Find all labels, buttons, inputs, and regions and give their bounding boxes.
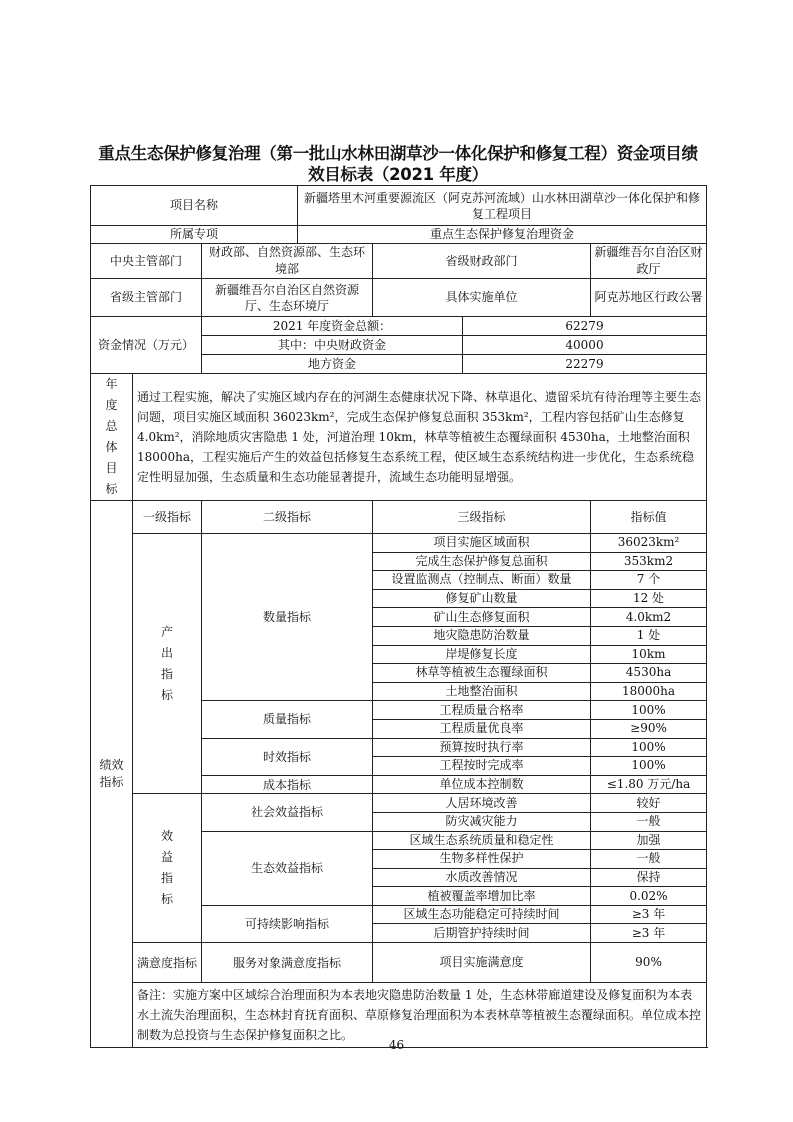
level3-value: ≤1.80 万元/ha <box>591 775 707 794</box>
funds-local-value: 22279 <box>463 355 707 374</box>
level3-name: 工程质量合格率 <box>373 701 591 720</box>
level3-value: 36023km² <box>591 534 707 553</box>
indicator-row <box>91 534 707 553</box>
indicator-row <box>91 794 707 813</box>
level3-value: 1 处 <box>591 626 707 645</box>
perf-label: 绩效 指标 <box>91 501 133 1048</box>
level3-name: 岸堤修复长度 <box>373 645 591 664</box>
level3-name: 林草等植被生态覆绿面积 <box>373 664 591 683</box>
level3-value: 100% <box>591 701 707 720</box>
level3-value: 100% <box>591 738 707 757</box>
central-dept-value: 财政部、自然资源部、生态环境部 <box>202 244 373 279</box>
level3-value: 100% <box>591 757 707 776</box>
level3-name: 项目实施满意度 <box>373 943 591 983</box>
level3-name: 设置监测点（控制点、断面）数量 <box>373 571 591 590</box>
level2-quantity: 数量指标 <box>202 534 373 701</box>
level3-name: 生物多样性保护 <box>373 850 591 869</box>
funds-central-label: 其中：中央财政资金 <box>202 336 463 355</box>
level2-cost: 成本指标 <box>202 775 373 794</box>
level3-value: 保持 <box>591 868 707 887</box>
level3-name: 水质改善情况 <box>373 868 591 887</box>
impl-unit-label: 具体实施单位 <box>373 279 591 317</box>
level3-value: ≥90% <box>591 719 707 738</box>
level3-name: 项目实施区域面积 <box>373 534 591 553</box>
level3-value: 90% <box>591 943 707 983</box>
level3-value: ≥3 年 <box>591 924 707 943</box>
level3-value: 7 个 <box>591 571 707 590</box>
central-dept-label: 中央主管部门 <box>91 244 202 279</box>
level3-name: 防灾减灾能力 <box>373 812 591 831</box>
level3-name: 矿山生态修复面积 <box>373 608 591 627</box>
funds-label: 资金情况（万元） <box>91 317 202 374</box>
level3-name: 土地整治面积 <box>373 682 591 701</box>
level2-service: 服务对象满意度指标 <box>202 943 373 983</box>
level1-satisfaction: 满意度指标 <box>133 943 202 983</box>
header-level2: 二级指标 <box>202 501 373 534</box>
level3-value: 4.0km2 <box>591 608 707 627</box>
annual-goal-label: 年 度 总 体 目 标 <box>91 374 133 501</box>
level2-quality: 质量指标 <box>202 701 373 738</box>
level3-value: 353km2 <box>591 552 707 571</box>
project-name-value: 新疆塔里木河重要源流区（阿克苏河流域）山水林田湖草沙一体化保护和修复工程项目 <box>298 186 707 226</box>
funds-total-label: 2021 年度资金总额： <box>202 317 463 336</box>
special-value: 重点生态保护修复治理资金 <box>298 226 707 244</box>
level3-name: 工程质量优良率 <box>373 719 591 738</box>
level2-timeliness: 时效指标 <box>202 738 373 775</box>
header-level1: 一级指标 <box>133 501 202 534</box>
level3-name: 工程按时完成率 <box>373 757 591 776</box>
prov-dept-label: 省级主管部门 <box>91 279 202 317</box>
prov-dept-value: 新疆维吾尔自治区自然资源厅、生态环境厅 <box>202 279 373 317</box>
level3-value: ≥3 年 <box>591 905 707 924</box>
level1-output: 产 出 指 标 <box>133 534 202 794</box>
level3-value: 一般 <box>591 850 707 869</box>
level3-name: 完成生态保护修复总面积 <box>373 552 591 571</box>
level3-name: 区域生态功能稳定可持续时间 <box>373 905 591 924</box>
level3-value: 10km <box>591 645 707 664</box>
level3-name: 单位成本控制数 <box>373 775 591 794</box>
annual-goal-text: 通过工程实施，解决了实施区域内存在的河湖生态健康状况下降、林草退化、遗留采坑有待治理等主要生态问题，项目实施区域面积 36023km²，完成生态保护修复总面积 353km²，工程内容包括矿山生态修复 4.0km²，消除地质灾害隐患 1 处，河道治理 10km，林草等植被生态覆绿面积 4530ha，土地整治面积 18000ha，工程实施后产生的效益包括修复生态系统工程，使区域生态系统结构进一步优化，生态系统稳定性明显加强，生态质量和生态功能显著提升，流域生态功能明显增强。 <box>133 374 707 501</box>
level2-ecological: 生态效益指标 <box>202 831 373 905</box>
level3-value: 一般 <box>591 812 707 831</box>
level2-sustainable: 可持续影响指标 <box>202 905 373 942</box>
level3-name: 后期管护持续时间 <box>373 924 591 943</box>
level3-value: 较好 <box>591 794 707 813</box>
level3-name: 修复矿山数量 <box>373 589 591 608</box>
funds-local-label: 地方资金 <box>202 355 463 374</box>
prov-fin-label: 省级财政部门 <box>373 244 591 279</box>
level3-value: 0.02% <box>591 887 707 906</box>
page-number: 46 <box>388 1038 405 1052</box>
funds-total-value: 62279 <box>463 317 707 336</box>
special-label: 所属专项 <box>91 226 298 244</box>
level3-value: 12 处 <box>591 589 707 608</box>
level3-value: 18000ha <box>591 682 707 701</box>
level3-name: 区域生态系统质量和稳定性 <box>373 831 591 850</box>
header-level3: 三级指标 <box>373 501 591 534</box>
footnote: 备注：实施方案中区域综合治理面积为本表地灾隐患防治数量 1 处，生态林带廊道建设及修复面积为本表水土流失治理面积，生态林封育抚育面积、草原修复治理面积为本表林草等植被生态覆绿面积。单位成本控制数为总投资与生态保护修复面积之比。 <box>133 983 707 1048</box>
document-title: 重点生态保护修复治理（第一批山水林田湖草沙一体化保护和修复工程）资金项目绩效目标表（2021 年度） <box>98 144 698 184</box>
level2-social: 社会效益指标 <box>202 794 373 831</box>
level3-name: 人居环境改善 <box>373 794 591 813</box>
impl-unit-value: 阿克苏地区行政公署 <box>591 279 707 317</box>
funds-central-value: 40000 <box>463 336 707 355</box>
level3-value: 加强 <box>591 831 707 850</box>
level3-name: 植被覆盖率增加比率 <box>373 887 591 906</box>
project-name-label: 项目名称 <box>91 186 298 226</box>
level3-value: 4530ha <box>591 664 707 683</box>
header-value: 指标值 <box>591 501 707 534</box>
level1-benefit: 效 益 指 标 <box>133 794 202 943</box>
performance-target-table <box>90 185 707 1048</box>
prov-fin-value: 新疆维吾尔自治区财政厅 <box>591 244 707 279</box>
indicator-row <box>91 943 707 983</box>
level3-name: 预算按时执行率 <box>373 738 591 757</box>
level3-name: 地灾隐患防治数量 <box>373 626 591 645</box>
